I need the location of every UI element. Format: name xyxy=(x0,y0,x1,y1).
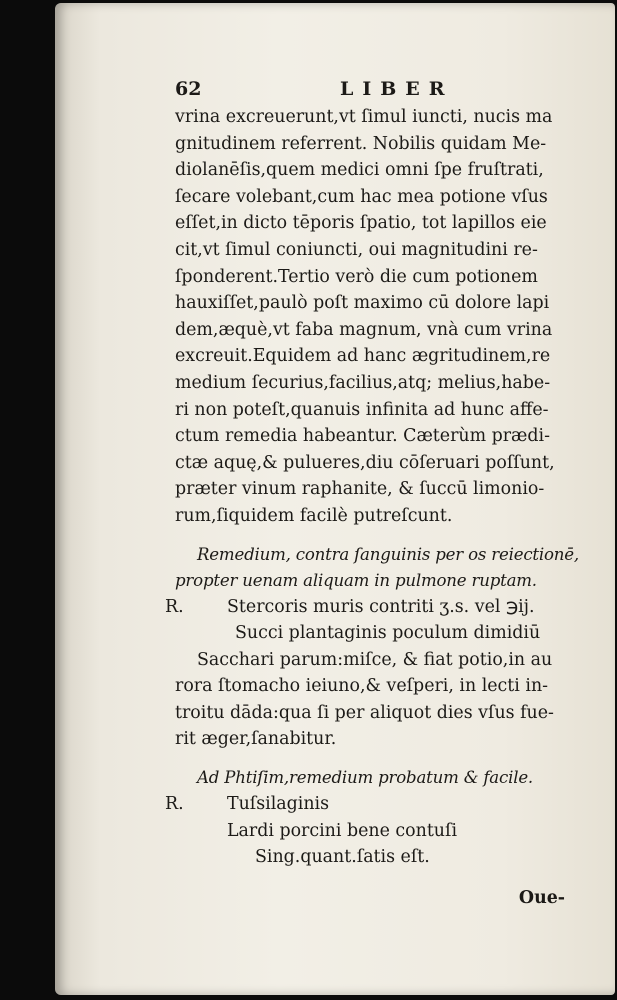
text-line: eſſet,in dicto tēporis ſpatio, tot lapillos eie xyxy=(175,213,547,234)
text-line: rit æger,ſanabitur. xyxy=(175,729,337,750)
text-line: diolanēſis,quem medici omni ſpe fruſtrati, xyxy=(175,160,544,181)
ingredient-line: Lardi porcini bene contuſi xyxy=(227,820,458,841)
rubric-line: Remedium, contra ſanguinis per os reiectionē, xyxy=(197,544,579,564)
text-line: ſecare volebant,cum hac mea potione vſus xyxy=(175,186,548,207)
text-line: ſponderent.Tertio verò die cum potionem xyxy=(175,266,538,287)
rubric-line: propter uenam aliquam in pulmone ruptam. xyxy=(175,570,537,590)
ingredient-text: Tuſsilaginis xyxy=(227,794,330,815)
recipe-line xyxy=(165,594,595,621)
ingredient-text: Stercoris muris contriti ʒ.s. vel ℈ij. xyxy=(227,596,535,617)
text-line: gnitudinem referrent. Nobilis quidam Me- xyxy=(175,133,547,154)
text-line: præter vinum raphanite, & ſuccū limonio- xyxy=(175,479,545,500)
text-line: Sacchari parum:miſce, & fiat potio,in au xyxy=(197,649,553,670)
body-paragraph xyxy=(175,104,595,530)
text-line: vrina excreuerunt,vt ſimul iuncti, nucis ma xyxy=(175,107,553,127)
running-head: LIBER xyxy=(340,78,454,100)
page-text xyxy=(165,78,595,911)
text-line: dem,æquè,vt faba magnum, vnà cum vrina xyxy=(175,319,553,340)
recipe-block xyxy=(165,791,595,871)
ingredient-line: Sing.quant.ſatis eſt. xyxy=(255,847,430,868)
text-line: rora ſtomacho ieiuno,& veſperi, in lecti in- xyxy=(175,676,549,697)
recipe-symbol: R. xyxy=(165,596,184,617)
ingredient-line: Succi plantaginis poculum dimidiū xyxy=(235,623,541,644)
page-header xyxy=(175,78,595,104)
text-line: cit,vt ſimul coniuncti, oui magnitudini re- xyxy=(175,239,538,260)
page-number: 62 xyxy=(175,78,202,100)
text-line: troitu dāda:qua ſi per aliquot dies vſus fue- xyxy=(175,702,554,723)
recipe-block xyxy=(165,594,595,754)
recipe-symbol: R. xyxy=(165,794,184,815)
rubric-heading: Ad Phtiſim,remedium probatum & facile. xyxy=(197,768,534,788)
text-line: ctæ aquę,& pulueres,diu cōſeruari poſſunt, xyxy=(175,452,555,473)
text-line: rum,ſiquidem facilè putreſcunt. xyxy=(175,505,453,526)
text-line: medium ſecurius,facilius,atq; melius,habe- xyxy=(175,372,551,393)
text-line: ctum remedia habeantur. Cæterùm prædi- xyxy=(175,426,550,447)
text-line: hauxiſſet,paulò poſt maximo cū dolore lapi xyxy=(175,293,550,314)
recipe-line xyxy=(165,791,595,818)
text-line: excreuit.Equidem ad hanc ægritudinem,re xyxy=(175,346,551,367)
catchword: Oue- xyxy=(518,887,565,908)
rubric-heading xyxy=(175,542,595,594)
text-line: ri non poteſt,quanuis infinita ad hunc affe- xyxy=(175,399,549,420)
